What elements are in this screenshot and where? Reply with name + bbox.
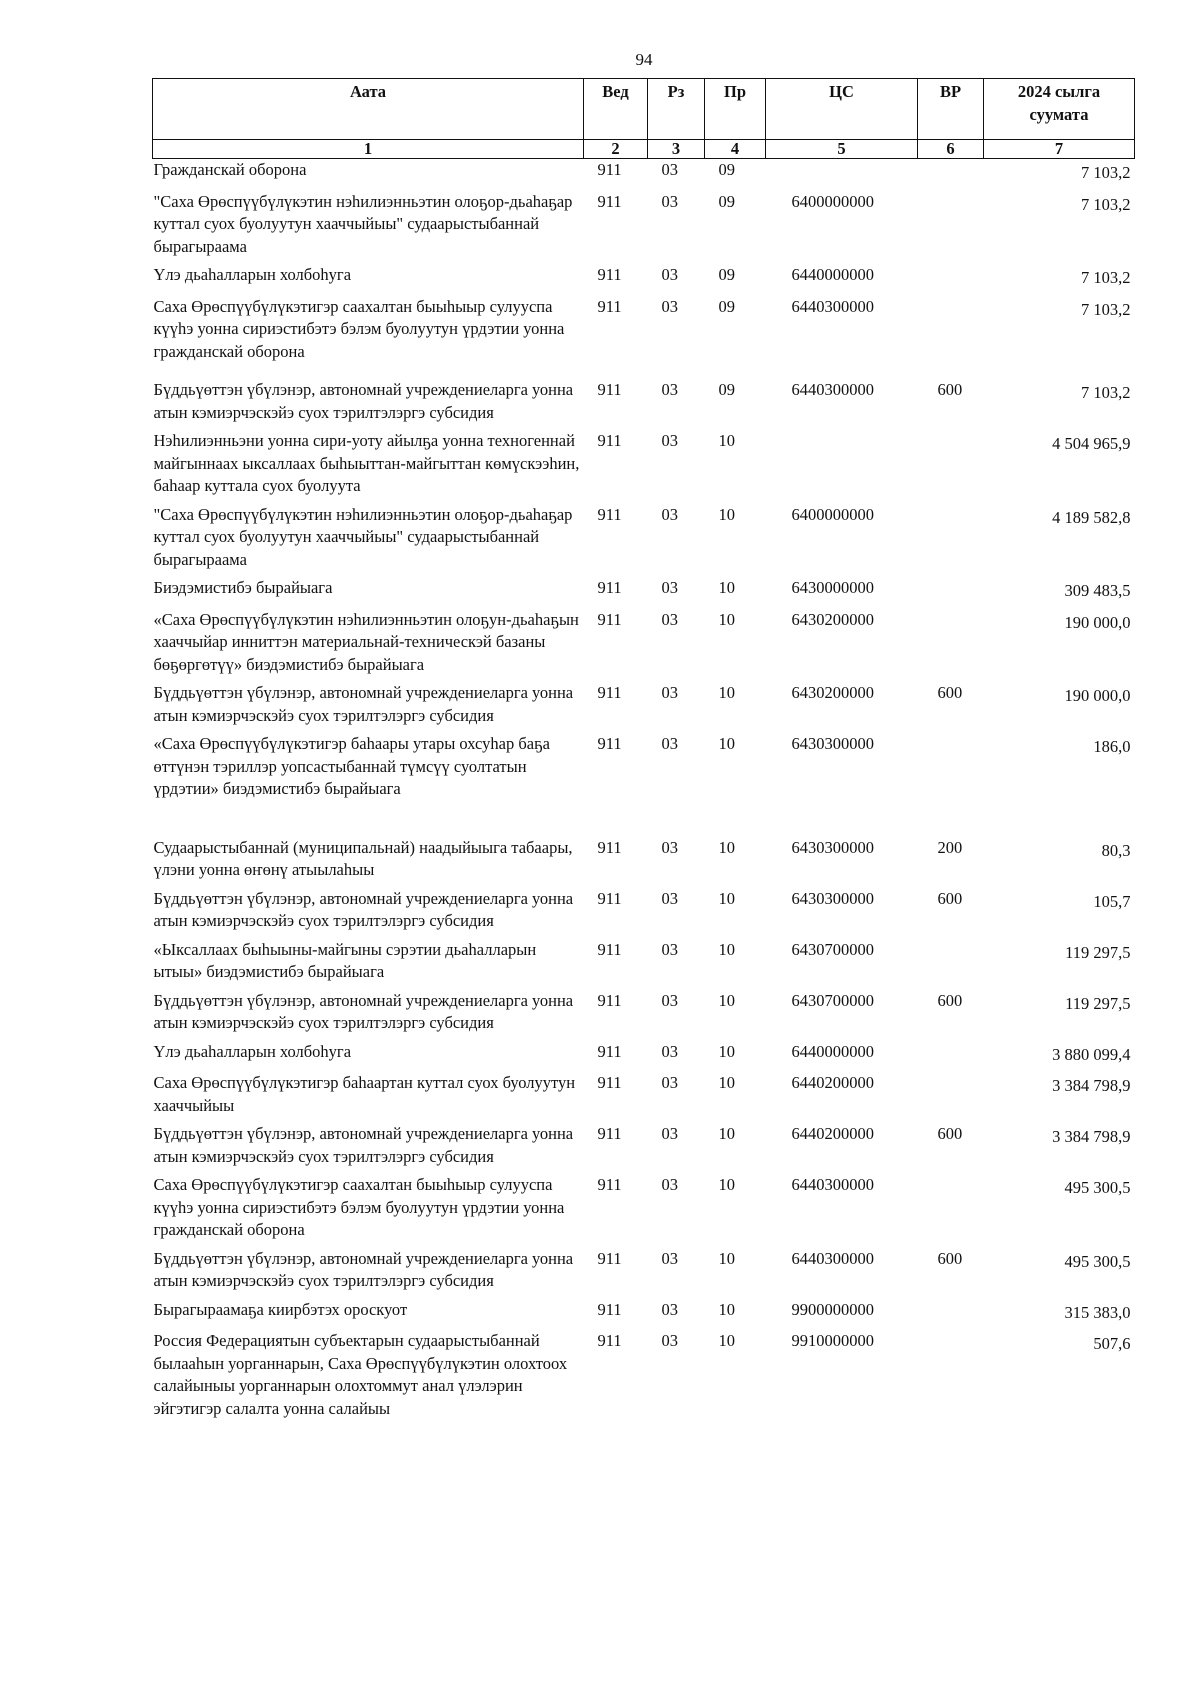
row-ved-cell: 911: [597, 990, 622, 1010]
row-vr-cell: [918, 191, 984, 265]
row-sum-cell: 7 103,2: [1081, 299, 1131, 319]
column-number: 7: [984, 140, 1135, 159]
row-ved-cell: 911: [597, 888, 622, 908]
header-vr: ВР: [918, 79, 984, 140]
budget-table: [152, 78, 1135, 1426]
row-cs-cell: [766, 159, 918, 191]
row-vr-cell: [918, 609, 984, 683]
row-pr-cell: 10: [718, 837, 735, 857]
row-vr-cell: 600: [937, 888, 963, 908]
row-sum-cell: 3 384 798,9: [1052, 1076, 1131, 1095]
row-cs-cell: 6430700000: [791, 990, 874, 1010]
row-sum-cell: 495 300,5: [1064, 1178, 1131, 1197]
row-name-cell: Нэһилиэнньэни уонна сири-уоту айылҕа уонна техногеннай майгыннаах ыксаллаах быһыыттан-майгыттан көмүскээһин, баһаар куттала суох буолуута: [153, 431, 580, 495]
row-pr-cell: 10: [718, 1124, 735, 1143]
column-number: 4: [705, 140, 766, 159]
row-vr-cell: [918, 159, 984, 191]
row-cs-cell: 6440300000: [791, 1248, 874, 1268]
row-vr-cell: 600: [937, 990, 963, 1010]
row-vr-cell: 600: [937, 683, 963, 702]
column-number: 2: [584, 140, 648, 159]
row-pr-cell: 10: [718, 1041, 735, 1061]
row-name-cell: «Ыксаллаах быһыыны-майгыны сэрэтии дьаһалларын ытыы» биэдэмистибэ бырайыага: [153, 939, 537, 981]
row-name-cell: Бүддьүөттэн үбүлэнэр, автономнай учреждениеларга уонна атын кэмиэрчэскэйэ суох тэрилтэлэргэ субсидия: [153, 990, 574, 1032]
row-cs-cell: 6430200000: [791, 683, 874, 702]
row-ved-cell: 911: [597, 380, 622, 399]
table-row: [153, 1248, 1135, 1299]
page-number: 94: [635, 50, 653, 69]
row-ved-cell: 911: [597, 837, 622, 857]
row-ved-cell: 911: [597, 1299, 622, 1319]
row-rz-cell: 03: [661, 431, 678, 450]
row-name-cell: Саха Өрөспүүбүлүкэтигэр саахалтан быыһыыр сулууспа күүһэ уонна сириэстибэтэ бэлэм буолуутун үрдэтии уонна гражданскай оборона: [153, 296, 565, 361]
row-rz-cell: 03: [661, 265, 678, 284]
table-row: [153, 159, 1135, 191]
row-name-cell: "Саха Өрөспүүбүлүкэтин нэһилиэнньэтин олоҕор-дьаһаҕар куттал суох буолуутун хааччыйыы" судаарыстыбаннай бырагыраама: [153, 504, 573, 569]
row-pr-cell: 10: [718, 431, 735, 450]
row-pr-cell: 09: [718, 265, 735, 284]
row-cs-cell: 6440300000: [791, 380, 874, 399]
row-ved-cell: 911: [597, 1073, 622, 1092]
row-vr-cell: 600: [937, 1248, 963, 1268]
row-sum-cell: 7 103,2: [1081, 268, 1131, 287]
table-row: [153, 264, 1135, 296]
row-name-cell: "Саха Өрөспүүбүлүкэтин нэһилиэнньэтин олоҕор-дьаһаҕар куттал суох буолуутун хааччыйыы" судаарыстыбаннай бырагыраама: [153, 191, 573, 256]
row-cs-cell: 6440200000: [791, 1073, 874, 1092]
row-sum-cell: 507,6: [1093, 1334, 1131, 1353]
table-row: [153, 577, 1135, 609]
header-ved: Вед: [584, 79, 648, 140]
row-name-cell: Үлэ дьаһалларын холбоһуга: [153, 1041, 352, 1061]
row-name-cell: Россия Федерациятын субъектарын судаарыстыбаннай былааһын уорганнарын, Саха Өрөспүүбүлүкэтин олохтоох салайыныы уорганнарын олохтоммут анал үлэлэрин эйгэтигэр салалта уонна салайыы: [153, 1331, 568, 1418]
row-ved-cell: 911: [597, 191, 622, 211]
row-sum-cell: 186,0: [1093, 737, 1131, 756]
row-cs-cell: 6440300000: [791, 1175, 874, 1194]
row-name-cell: «Саха Өрөспүүбүлүкэтин нэһилиэнньэтин олоҕун-дьаһаҕын хааччыйар инниттэн материальнай-техническэй базаны бөҕөргөтүү» биэдэмистибэ бырайыага: [153, 609, 579, 674]
table-row: [153, 430, 1135, 504]
row-cs-cell: 6430700000: [791, 939, 874, 959]
row-sum-cell: 190 000,0: [1064, 612, 1131, 632]
row-rz-cell: 03: [661, 160, 678, 179]
row-name-cell: Бүддьүөттэн үбүлэнэр, автономнай учреждениеларга уонна атын кэмиэрчэскэйэ суох тэрилтэлэргэ субсидия: [153, 683, 574, 725]
row-pr-cell: 09: [718, 296, 735, 316]
row-rz-cell: 03: [661, 1124, 678, 1143]
table-row: [153, 296, 1135, 370]
row-name-cell: Бүддьүөттэн үбүлэнэр, автономнай учреждениеларга уонна атын кэмиэрчэскэйэ суох тэрилтэлэргэ субсидия: [153, 380, 574, 422]
row-rz-cell: 03: [661, 939, 678, 959]
row-cs-cell: 6430300000: [791, 837, 874, 857]
row-cs-cell: 6440000000: [791, 1041, 874, 1061]
row-sum-cell: 7 103,2: [1081, 383, 1131, 402]
row-ved-cell: 911: [597, 265, 622, 284]
row-pr-cell: 09: [718, 191, 735, 211]
row-name-cell: «Саха Өрөспүүбүлүкэтигэр баһаары утары охсуһар баҕа өттүнэн тэриллэр уопсастыбаннай түмсүү суолтатын үрдэтии» биэдэмистибэ бырайыага: [153, 734, 550, 798]
row-ved-cell: 911: [597, 504, 622, 524]
row-name-cell: Бүддьүөттэн үбүлэнэр, автономнай учреждениеларга уонна атын кэмиэрчэскэйэ суох тэрилтэлэргэ субсидия: [153, 1124, 574, 1166]
header-cs: ЦС: [766, 79, 918, 140]
row-ved-cell: 911: [597, 431, 622, 450]
table-row: [153, 1330, 1135, 1426]
table-header: [153, 79, 1135, 159]
table-row: [153, 1299, 1135, 1331]
table-row: [153, 888, 1135, 939]
row-vr-cell: [918, 733, 984, 807]
row-cs-cell: 6400000000: [791, 191, 874, 211]
row-pr-cell: 10: [718, 990, 735, 1010]
row-rz-cell: 03: [661, 380, 678, 399]
table-row: [153, 733, 1135, 807]
row-pr-cell: 10: [718, 1073, 735, 1092]
table-row: [153, 609, 1135, 683]
row-sum-cell: 119 297,5: [1065, 942, 1131, 962]
row-pr-cell: 10: [718, 578, 735, 597]
table-row: [153, 369, 1135, 430]
row-vr-cell: [918, 430, 984, 504]
row-ved-cell: 911: [597, 683, 622, 702]
column-number: 3: [648, 140, 705, 159]
row-rz-cell: 03: [661, 1299, 678, 1319]
table-row: [153, 191, 1135, 265]
table-row: [153, 1174, 1135, 1248]
table-row: [153, 990, 1135, 1041]
column-number: 1: [153, 140, 584, 159]
header-sum: 2024 сылга суумата: [984, 79, 1135, 140]
row-sum-cell: 119 297,5: [1065, 993, 1131, 1013]
row-pr-cell: 10: [718, 609, 735, 629]
row-name-cell: Биэдэмистибэ бырайыага: [153, 578, 333, 597]
table-row: [153, 1123, 1135, 1174]
row-cs-cell: 6430300000: [791, 888, 874, 908]
row-sum-cell: 7 103,2: [1081, 194, 1131, 214]
row-pr-cell: 10: [718, 888, 735, 908]
row-name-cell: Судаарыстыбаннай (муниципальнай) наадыйыыга табаары, үлэни уонна өҥөнү атыылаһыы: [153, 837, 573, 879]
row-vr-cell: [918, 577, 984, 609]
row-cs-cell: 9900000000: [791, 1299, 874, 1319]
table-row: [153, 504, 1135, 578]
row-pr-cell: 09: [718, 380, 735, 399]
row-pr-cell: 10: [718, 1331, 735, 1350]
row-pr-cell: 10: [718, 683, 735, 702]
row-ved-cell: 911: [597, 578, 622, 597]
row-vr-cell: 600: [937, 1124, 963, 1143]
row-rz-cell: 03: [661, 1073, 678, 1092]
row-rz-cell: 03: [661, 578, 678, 597]
row-vr-cell: [918, 1174, 984, 1248]
table-row: [153, 1072, 1135, 1123]
table-row: [153, 682, 1135, 733]
row-cs-cell: 6440300000: [791, 296, 874, 316]
row-ved-cell: 911: [597, 734, 622, 753]
row-vr-cell: [918, 1041, 984, 1073]
row-pr-cell: 10: [718, 504, 735, 524]
row-sum-cell: 495 300,5: [1064, 1251, 1131, 1271]
row-pr-cell: 10: [718, 1299, 735, 1319]
table-body: [153, 159, 1135, 1427]
row-ved-cell: 911: [597, 1175, 622, 1194]
row-name-cell: Бүддьүөттэн үбүлэнэр, автономнай учреждениеларга уонна атын кэмиэрчэскэйэ суох тэрилтэлэргэ субсидия: [153, 1248, 574, 1290]
row-rz-cell: 03: [661, 837, 678, 857]
row-cs-cell: 6400000000: [791, 504, 874, 524]
row-ved-cell: 911: [597, 1041, 622, 1061]
row-sum-cell: 3 880 099,4: [1052, 1044, 1131, 1064]
header-name: Аата: [153, 79, 584, 140]
row-rz-cell: 03: [661, 888, 678, 908]
column-number: 6: [918, 140, 984, 159]
row-vr-cell: 600: [937, 380, 963, 399]
row-pr-cell: 10: [718, 1248, 735, 1268]
row-name-cell: Саха Өрөспүүбүлүкэтигэр саахалтан быыһыыр сулууспа күүһэ уонна сириэстибэтэ бэлэм буолуутун үрдэтии уонна гражданскай оборона: [153, 1175, 565, 1239]
row-name-cell: Саха Өрөспүүбүлүкэтигэр баһаартан куттал суох буолуутун хааччыйыы: [153, 1073, 576, 1115]
row-cs-cell: 6430200000: [791, 609, 874, 629]
row-cs-cell: [766, 430, 918, 504]
row-sum-cell: 7 103,2: [1081, 163, 1131, 182]
row-sum-cell: 315 383,0: [1064, 1302, 1131, 1322]
row-rz-cell: 03: [661, 191, 678, 211]
row-rz-cell: 03: [661, 609, 678, 629]
row-cs-cell: 6440200000: [791, 1124, 874, 1143]
table-row: [153, 939, 1135, 990]
row-rz-cell: 03: [661, 1041, 678, 1061]
row-rz-cell: 03: [661, 990, 678, 1010]
header-rz: Рз: [648, 79, 705, 140]
row-rz-cell: 03: [661, 296, 678, 316]
row-vr-cell: [918, 264, 984, 296]
row-vr-cell: [918, 939, 984, 990]
table-row: [153, 1041, 1135, 1073]
row-cs-cell: 6440000000: [791, 265, 874, 284]
row-cs-cell: 9910000000: [791, 1331, 874, 1350]
row-sum-cell: 309 483,5: [1064, 581, 1131, 600]
table-row: [153, 807, 1135, 888]
row-vr-cell: [918, 504, 984, 578]
row-sum-cell: 105,7: [1093, 891, 1131, 911]
row-cs-cell: 6430300000: [791, 734, 874, 753]
column-number: 5: [766, 140, 918, 159]
row-vr-cell: [918, 296, 984, 370]
row-name-cell: Бүддьүөттэн үбүлэнэр, автономнай учреждениеларга уонна атын кэмиэрчэскэйэ суох тэрилтэлэргэ субсидия: [153, 888, 574, 930]
row-ved-cell: 911: [597, 1124, 622, 1143]
row-ved-cell: 911: [597, 1331, 622, 1350]
row-ved-cell: 911: [597, 160, 622, 179]
row-pr-cell: 09: [718, 160, 735, 179]
row-rz-cell: 03: [661, 683, 678, 702]
row-vr-cell: [918, 1299, 984, 1331]
row-ved-cell: 911: [597, 296, 622, 316]
row-sum-cell: 4 504 965,9: [1052, 434, 1131, 453]
row-rz-cell: 03: [661, 504, 678, 524]
row-sum-cell: 80,3: [1101, 840, 1131, 860]
row-ved-cell: 911: [597, 1248, 622, 1268]
row-pr-cell: 10: [718, 734, 735, 753]
row-vr-cell: [918, 1072, 984, 1123]
row-sum-cell: 3 384 798,9: [1052, 1127, 1131, 1146]
row-name-cell: Гражданскай оборона: [153, 160, 307, 179]
row-pr-cell: 10: [718, 1175, 735, 1194]
row-vr-cell: 200: [937, 837, 963, 857]
row-cs-cell: 6430000000: [791, 578, 874, 597]
row-name-cell: Үлэ дьаһалларын холбоһуга: [153, 265, 352, 284]
row-rz-cell: 03: [661, 1248, 678, 1268]
header-pr: Пр: [705, 79, 766, 140]
row-rz-cell: 03: [661, 1331, 678, 1350]
row-name-cell: Бырагыраамаҕа киирбэтэх ороскуот: [153, 1299, 408, 1319]
row-rz-cell: 03: [661, 734, 678, 753]
row-sum-cell: 4 189 582,8: [1052, 507, 1131, 527]
row-pr-cell: 10: [718, 939, 735, 959]
row-vr-cell: [918, 1330, 984, 1426]
row-rz-cell: 03: [661, 1175, 678, 1194]
row-ved-cell: 911: [597, 609, 622, 629]
row-sum-cell: 190 000,0: [1064, 686, 1131, 705]
row-ved-cell: 911: [597, 939, 622, 959]
